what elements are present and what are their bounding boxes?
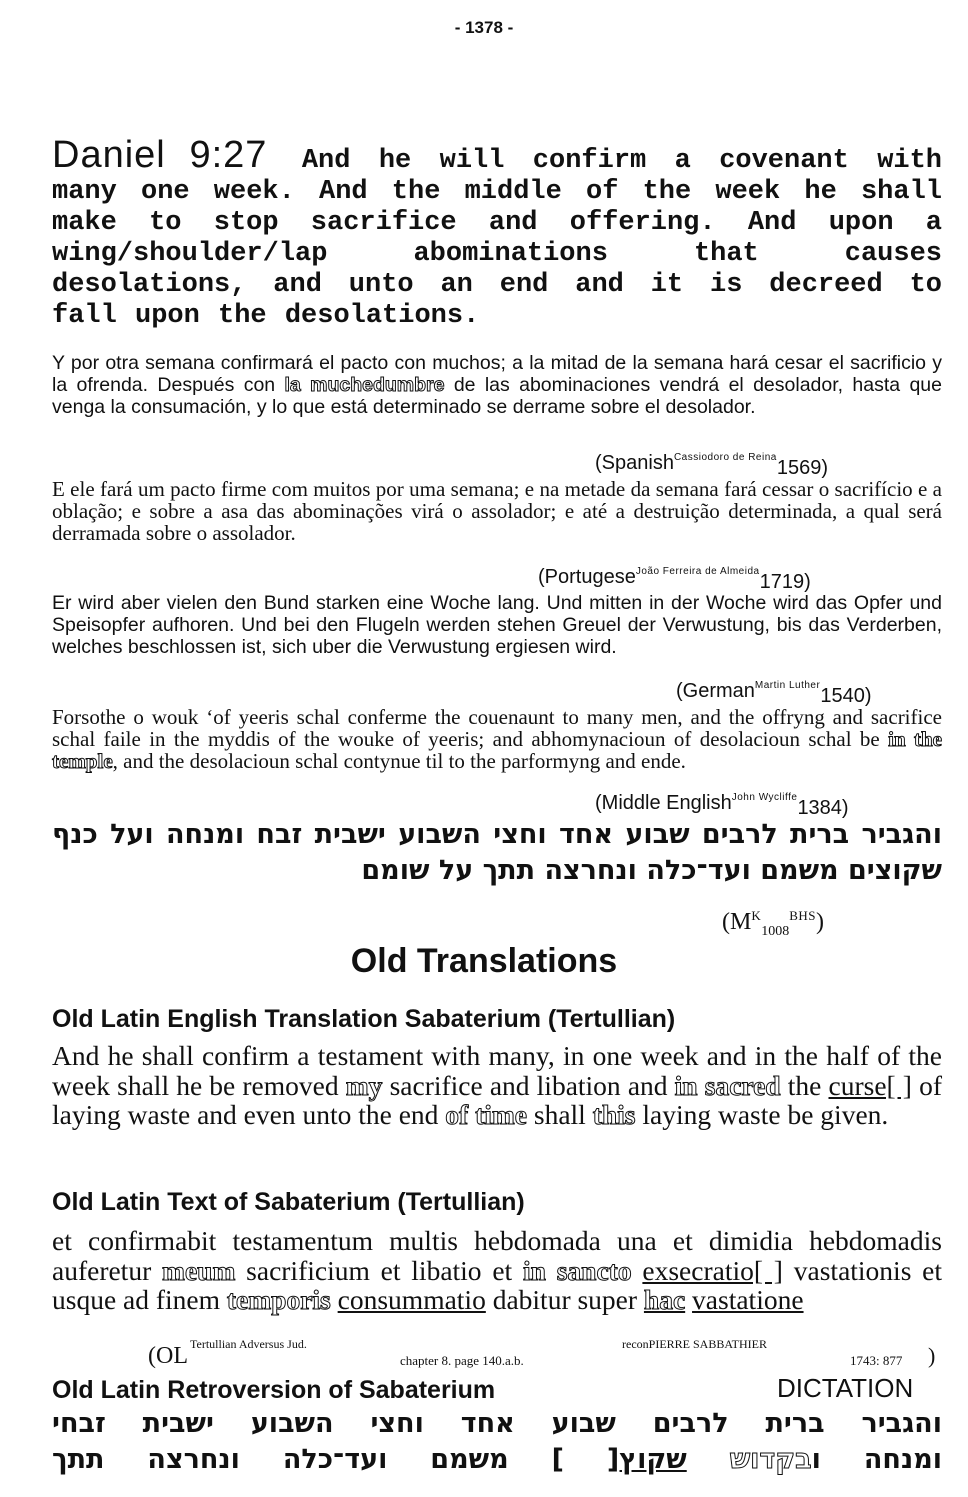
portuguese-source-year: 1719) <box>759 571 811 593</box>
olt-underline-3: vastatione <box>692 1284 804 1315</box>
spanish-outline-text: la muchedumbre <box>284 374 445 396</box>
middle-english-source-year: 1384) <box>797 797 849 819</box>
olt-p1: et confirmabit testamentum multis hebdomada una et dimidia hebdomadis auferetur <box>52 1225 942 1286</box>
spanish-source-year: 1569) <box>776 457 828 479</box>
hebrew-source-bhs: BHS <box>789 908 817 923</box>
hebrew-source-open: (M <box>722 909 752 935</box>
retroversion-line-2 <box>52 1442 942 1478</box>
ole-p3: the <box>787 1069 822 1101</box>
german-translation: Er wird aber vielen den Bund starken eine Woche lang. Und mitten in der Woche wird das Opfer und Speisopfer aufhoren. Und bei den Flugeln werden stehen Greuel der Verwustung, bis das Verderben, welches beschlossen ist, sich uber die Verwustung ergiesen wird. <box>52 592 942 658</box>
old-translations-heading: Old Translations <box>350 942 618 980</box>
middle-english-text-b: , and the desolacioun schal contynue til to the parformyng and ende. <box>112 749 686 773</box>
ole-p4: of laying waste and even unto the end <box>52 1069 943 1130</box>
middle-english-source-author: John Wycliffe <box>731 792 798 803</box>
olt-underline-1: exsecratio[ ] <box>642 1254 783 1286</box>
olt-p3: vastationis et usque ad finem <box>52 1254 943 1315</box>
hebrew-source-num: 1008 <box>761 923 790 939</box>
old-latin-retroversion-heading: Old Latin Retroversion of Sabaterium <box>52 1376 496 1404</box>
olt-underline-2: consummatio <box>337 1284 486 1315</box>
retroversion-line-1: והגביר ברית לרבים שבוע אחד וחצי השבוע ישבית זבחי <box>52 1408 942 1439</box>
olt-outline-3: temporis <box>226 1284 331 1315</box>
german-source-year: 1540) <box>820 685 872 707</box>
middle-english-text-a: Forsothe o wouk ‘of yeeris schal conferme the couenaunt to many men, and the offryng and sacrifice schal faile in the myddis of the wouke of yeeris; and abhomynacioun of desolacioun schal be <box>52 705 942 751</box>
middle-english-translation <box>52 706 942 772</box>
olt-p4: dabitur super <box>492 1284 638 1315</box>
olt-outline-4: hac <box>643 1284 686 1315</box>
ol-source-year: 1743: 877 <box>850 1353 903 1368</box>
ole-outline-1: my <box>345 1069 383 1101</box>
retro-2b: ] משמם ועד־כלה ונחרצה תתך <box>52 1444 564 1475</box>
ole-p5: shall <box>533 1099 586 1130</box>
ol-source-work: Tertullian Adversus Jud. <box>190 1337 307 1351</box>
olt-outline-2: in sancto <box>523 1254 632 1286</box>
retro-2-outline: בקדוש <box>729 1444 812 1475</box>
spanish-text-a: Y por otra semana confirmará el pacto con muchos; a la mitad de la semana hará cesar el sacrificio y la ofrenda. Después con <box>52 352 942 396</box>
ole-underline-1: curse[ ] <box>828 1069 912 1101</box>
portuguese-source-author: João Ferreira de Almeida <box>635 566 760 577</box>
hebrew-source-close: ) <box>816 909 825 935</box>
page-number: - 1378 - <box>454 18 514 37</box>
hebrew-source <box>722 908 824 940</box>
verse-text: And he will confirm a covenant with many one week. And the middle of the week he shall make to stop sacrifice and offering. And upon a wing/shoulder/lap abominations that causes desolations, and unto an end and it is decreed to fall upon the desolations. <box>52 146 943 331</box>
middle-english-source-lang: (Middle English <box>595 792 732 814</box>
verse-reference: Daniel 9:27 <box>52 134 268 176</box>
portuguese-translation: E ele fará um pacto firme com muitos por uma semana; e na metade da semana fará cessar o sacrifício e a oblação; e sobre a asa das abominações virá o assolador; e até a destruição determinada, a qual será derramada sobre o assolador. <box>52 477 942 545</box>
retro-2-underline: שקוץ[ <box>606 1444 687 1475</box>
middle-english-source <box>595 792 849 820</box>
hebrew-text: והגביר ברית לרבים שבוע אחד וחצי השבוע ישבית זבח ומנחה ועל כנף שקוצים משמם ועד־כלה ונחרצה תתך על שומם <box>52 819 942 886</box>
ole-p2: sacrifice and libation and <box>389 1069 668 1101</box>
ol-source-open: (OL <box>148 1343 188 1369</box>
spanish-text-b: de las abominaciones vendrá el desolador, hasta que venga la consumación, y lo que está determinado se derrame sobre el desolador. <box>52 374 942 418</box>
portuguese-source <box>538 566 811 594</box>
german-source-lang: (German <box>676 680 755 702</box>
ole-outline-2: in sacred <box>674 1069 781 1101</box>
spanish-source <box>595 452 828 480</box>
old-latin-english-heading: Old Latin English Translation Sabaterium (Tertullian) <box>52 1005 676 1033</box>
verse-english <box>52 134 943 332</box>
old-latin-text <box>52 1226 942 1315</box>
german-source <box>676 680 871 708</box>
ol-source-chapter: chapter 8. page 140.a.b. <box>400 1353 524 1368</box>
portuguese-source-lang: (Portugese <box>538 566 636 588</box>
old-latin-english-text <box>52 1041 942 1130</box>
german-source-author: Martin Luther <box>754 680 821 691</box>
middle-english-outline-text: in the temple <box>52 727 942 773</box>
dictation-label: DICTATION <box>777 1373 914 1403</box>
spanish-translation <box>52 352 942 418</box>
old-latin-text-heading: Old Latin Text of Sabaterium (Tertullian) <box>52 1188 525 1216</box>
ole-outline-4: this <box>592 1099 636 1130</box>
spanish-source-lang: (Spanish <box>595 452 674 474</box>
retro-2a: ומנחה ו <box>811 1444 943 1475</box>
ole-p6: laying waste be given. <box>642 1099 889 1130</box>
ol-source-recon: reconPIERRE SABBATHIER <box>622 1337 767 1351</box>
olt-outline-1: meum <box>162 1254 236 1286</box>
spanish-source-author: Cassiodoro de Reina <box>673 452 777 463</box>
olt-p2: sacrificium et libatio et <box>246 1254 513 1286</box>
hebrew-source-k: K <box>751 908 762 923</box>
ole-p1: And he shall confirm a testament with many, in one week and in the half of the week shall he be removed <box>52 1040 942 1101</box>
ol-source-close: ) <box>928 1343 936 1368</box>
ole-outline-3: of time <box>445 1099 527 1130</box>
